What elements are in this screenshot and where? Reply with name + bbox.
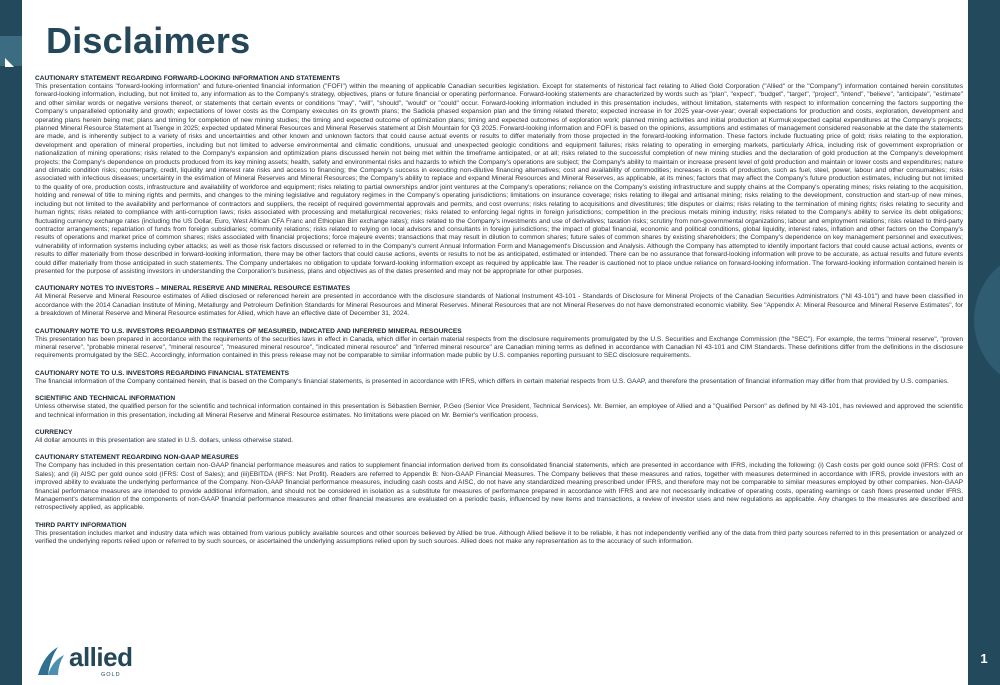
decorative-arc (974, 250, 1000, 390)
section-mineral-estimates (35, 285, 963, 318)
allied-gold-logo (36, 642, 176, 679)
chevron-icon (5, 58, 14, 67)
section-heading: CAUTIONARY STATEMENT REGARDING FORWARD-LOOKING INFORMATION AND STATEMENTS (35, 75, 340, 82)
page-number: 1 (980, 651, 988, 666)
section-body: Unless otherwise stated, the qualified person for the scientific and technical information contained in this presentation is Sébastien Bernier, P.Geo (Senior Vice President, Technical Services). Mr. Bernier, an employee of Allied and a "Qualified Person" as defined by NI 43-101, has reviewed and approved the scientific and technical information in this presentation, including all Mineral Reserve and Mineral Resource estimates. No limitations were placed on Mr. Bernier's verification process. (35, 403, 963, 419)
section-heading: THIRD PARTY INFORMATION (35, 521, 127, 529)
section-forward-looking (35, 75, 963, 276)
section-heading: CAUTIONARY NOTE TO U.S. INVESTORS REGARDING ESTIMATES OF MEASURED, INDICATED AND INFERRED MINERAL RESOURCES (35, 327, 462, 335)
logo-subtitle: GOLD (101, 672, 121, 678)
logo-wordmark: allied (69, 642, 133, 672)
section-non-gaap (35, 454, 963, 512)
section-body: All dollar amounts in this presentation are stated in U.S. dollars, unless otherwise stated. (35, 437, 294, 444)
section-body: All Mineral Reserve and Mineral Resource estimates of Allied disclosed or referenced herein are presented in accordance with the disclosure standards of National Instrument 43-101 - Standards of Disclosure for Mineral Projects of the Canadian Securities Administrators ("NI 43-101") and have been classified in accordance with the 2014 Canadian Institute of Mining, Metallurgy and Petroleum Definition Standards for Mineral Resources and Mineral Reserves. Mineral Resources that are not Mineral Reserves do not have demonstrated economic viability. See "Appendix A: Mineral Resource and Mineral Reserve Estimates", for a breakdown of Mineral Reserve and Mineral Resource estimates for Allied, which have an effective date of December 31, 2024. (35, 293, 963, 318)
section-heading: CURRENCY (35, 429, 73, 436)
section-us-financial-statements (35, 370, 963, 386)
section-heading: CAUTIONARY STATEMENT REGARDING NON-GAAP MEASURES (35, 454, 239, 462)
section-heading: CAUTIONARY NOTES TO INVESTORS – MINERAL RESERVE AND MINERAL RESOURCE ESTIMATES (35, 285, 351, 293)
section-body: The financial information of the Company contained herein, that is based on the Company's financial statements, is presented in accordance with IFRS, which differs in certain material respects from U.S. GAAP, and therefore the presentation of financial information may differ from that provided by U.S. companies. (35, 377, 949, 385)
section-heading: SCIENTIFIC AND TECHNICAL INFORMATION (35, 395, 176, 403)
section-body: The Company has included in this presentation certain non-GAAP financial performance measures and ratios to supplement financial information derived from its consolidated financial statements, which are presented in accordance with IFRS, including the following: (i) Cash costs per gold ounce sold (IFRS: Cost of Sales); and (ii) AISC per gold ounce sold (IFRS: Cost of Sales); and (iii)EBITDA (IRFS: Net Profit). Readers are referred to Appendix B: Non-GAAP Financial Measures. The Company believes that these measures and ratios, together with measures determined in accordance with IFRS, provide investors with an improved ability to evaluate the underlying performance of the Company. Non-GAAP financial performance measures, including cash costs and AISC, do not have any standardized meaning prescribed under IFRS, and therefore may not be comparable to similar measures employed by other companies. Non-GAAP financial performance measures are intended to provide additional information, and should not be considered in isolation as a substitute for measures of performance prepared in accordance with IFRS and are not necessarily indicative of operating costs, operating earnings or cash flows presented under IFRS. Management's determination of the components of non-GAAP financial performance measures and other financial measures are evaluated on a periodic basis, influenced by new items and transactions, a review of investor uses and new regulations as applicable. Any changes to the measures are described and retrospectively applied, as applicable. (35, 462, 963, 512)
disclaimer-content (35, 75, 963, 556)
section-heading: CAUTIONARY NOTE TO U.S. INVESTORS REGARDING FINANCIAL STATEMENTS (35, 369, 289, 377)
right-accent-bar (968, 0, 1000, 685)
section-third-party (35, 522, 963, 547)
section-body: This presentation includes market and industry data which was obtained from various publicly available sources and other sources believed by Allied be true. Although Allied believe it to be reliable, it has not independently verified any of the data from third party sources referred to in this presentation or analyzed or verified the underlying reports relied upon or referred to by such sources, or ascertained the underlying assumptions relied upon by such sources. Allied does not make any representation as to the accuracy of such information. (35, 529, 963, 546)
section-body: This presentation has been prepared in accordance with the requirements of the securities laws in effect in Canada, which differ in certain material respects from the disclosure requirements promulgated by the U.S. Securities and Exchange Commission (the "SEC"). For example, the terms "mineral reserve", "proven mineral reserve", "probable mineral reserve", "mineral resource", "measured mineral resource", "indicated mineral resource" and "inferred mineral resource" are Canadian mining terms as defined in accordance with Canadian NI 43-101 and CIM Standards. These definitions differ from the definitions in the disclosure requirements promulgated by the SEC. Accordingly, information contained in this press release may not be comparable to similar information made public by U.S. companies reporting pursuant to SEC disclosure requirements. (35, 335, 963, 360)
section-body: This presentation contains "forward-looking information" and future-oriented financial information ("FOFI") within the meaning of applicable Canadian securities legislation. Except for statements of historical fact relating to Allied Gold Corporation ("Allied" or the "Company") information contained herein constitutes forward-looking information, including, but not limited to, any information as to the Company's strategy, objectives, plans or future financial or operating performance. Forward-looking statements are characterized by words such as "plan", "expect", "budget", "target", "project", "intend", "believe", "anticipate", "estimate" and other similar words or negative versions thereof, or statements that certain events or conditions "may", "will", "should", "would" or "could" occur. Forward-looking information included in this presentation includes, without limitation, statements with respect to information concerning the factors supporting the Company's unparalleled optionality and growth; expectations of lower costs as the Company executes on its growth plans; the Sadiola phased expansion plan and the timing related thereto; expected increase in for 2025 year-over-year; overall expectations for production and costs, exploration, development and operating plans herein being met; plans and timing for completion of new mining studies; the timing and expected outcome of optimization plans; timing and expected outcomes of exploration work; planned mining activities and initial production at Kurmuk;expected capital expenditures at the Company's projects; planned Mineral Resource Statement at Tsenge in 2025; expected updated Mineral Resources and Mineral Reserves statement at Dish Mountain for Q3 2025. Forward-looking information and FOFI is based on the opinions, assumptions and estimates of management considered reasonable at the date the statements are made, and is inherently subject to a variety of risks and uncertainties and other known and unknown factors that could cause actual events or results to differ materially from those projected in the forward-looking information. These factors include fluctuating price of gold; risks relating to the exploration, development and operation of mineral properties, including but not limited to adverse environmental and climatic conditions, unusual and unexpected geologic conditions and equipment failures; risks relating to operating in emerging markets, particularly Africa, including risk of government expropriation or nationalization of mining operations; risks related to the Company's expansion and optimization plans discussed herein not being met within the timeframe anticipated, or at all; risks related to the successful completion of new mining studies and the declaration of gold production at the Company's development projects; the Company's dependence on products produced from its key mining assets; health, safety and environmental risks and hazards to which the Company's operations are subject; the Company's ability to maintain or increase present level of gold production and maintain or lower costs and expenditures; nature and climatic condition risks; counterparty, credit, liquidity and interest rate risks and access to financing; the Company's success in executing non-dilutive financing alternatives; cost and availability of commodities; increases in costs of production, such as fuel, steel, power, labour and other consumables; risks associated with infectious diseases; uncertainty in the estimation of Mineral Reserves and Mineral Resources; the Company's ability to replace and expand Mineral Resources and Mineral Reserves, as applicable, at its mines; factors that may affect the Company's future production estimates, including but not limited to the quality of ore, production costs, infrastructure and availability of workforce and equipment; risks relating to partial ownerships and/or joint ventures at the Company's operations; reliance on the Company's existing infrastructure and supply chains at the Company's operating mines; risks relating to the acquisition, holding and renewal of title to mining rights and permits, and changes to the mining legislative and regulatory regimes in the Company's operating jurisdictions; limitations on insurance coverage; risks relating to illegal and artisanal mining; risks relating to the development, construction and start-up of new mines, including but not limited to the availability and performance of contractors and suppliers, the receipt of required governmental approvals and permits, and cost overruns; risks relating to acquisitions and divestitures; title disputes or claims; risks relating to the termination of mining rights; risks relating to security and human rights; risks related to compliance with anti-corruption laws; risks associated with processing and metallurgical recoveries; risks related to enforcing legal rights in foreign jurisdictions; competition in the precious metals mining industry; risks related to the Company's ability to service its debt obligations; fluctuating currency exchange rates (including the US Dollar, Euro, West African CFA Franc and Ethiopian Birr exchange rates); risks related to the Company's investments and use of derivatives; taxation risks; scrutiny from non-governmental organizations; labour and employment relations; risks related to third-party contractor arrangements; repatriation of funds from foreign subsidiaries; community relations; risks related to relying on local advisors and consultants in foreign jurisdictions; the impact of global financial, economic and political conditions, global liquidity, interest rates, inflation and other factors on the Company's results of operations and market price of common shares; risks associated with financial projections; force majeure events; transactions that may result in dilution to common shares; future sales of common shares by existing shareholders; the Company's dependence on key management personnel and executives; vulnerability of information systems including cyber attacks; as well as those risk factors discussed or referred to in the Company's current Annual Information Form and Management's Discussion and Analysis. Although the Company has attempted to identify important factors that could cause actual actions, events or results to differ materially from those described in forward-looking information, there may be other factors that could cause actions, events or results to not be as anticipated, estimated or intended. There can be no assurance that forward-looking information will prove to be accurate, as actual results and future events could differ materially from those anticipated in such statements. The Company undertakes no obligation to update forward-looking information except as required by applicable law. The reader is cautioned not to place undue reliance on forward-looking information. The forward-looking information contained herein is presented for the purpose of assisting investors in understanding the Corporation's business, plans and objectives as of the dates presented and may not be appropriate for other purposes. (35, 83, 963, 275)
section-us-mineral-resources (35, 328, 963, 361)
logo-mark-icon (36, 645, 66, 677)
page-title: Disclaimers (46, 20, 251, 61)
section-currency (35, 429, 963, 445)
left-accent-bar (0, 0, 22, 685)
section-scientific-technical (35, 395, 963, 420)
